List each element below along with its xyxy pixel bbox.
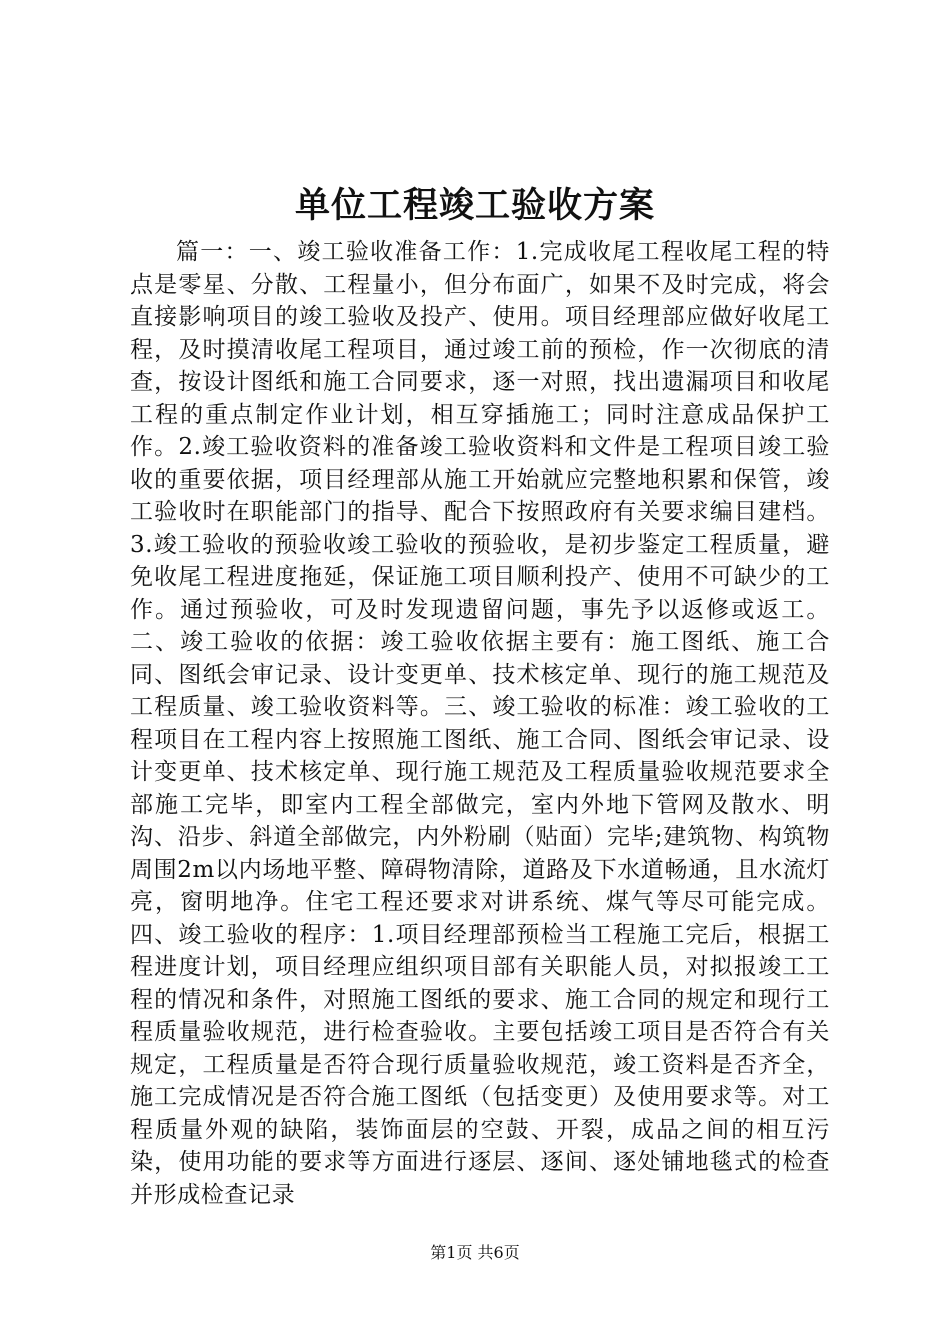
page-number-footer: 第1页 共6页 (430, 1243, 520, 1262)
document-title: 单位工程竣工验收方案 (294, 185, 655, 226)
document-body-paragraph: 篇一：一、竣工验收准备工作：1.完成收尾工程收尾工程的特点是零星、分散、工程量小，但分布面广，如果不及时完成，将会直接影响项目的竣工验收及投产、使用。项目经理部应做好收尾工程，及时摸清收尾工程项目，通过竣工前的预检，作一次彻底的清查，按设计图纸和施工合同要求，逐一对照，找出遗漏项目和收尾工程的重点制定作业计划，相互穿插施工；同时注意成品保护工作。2.竣工验收资料的准备竣工验收资料和文件是工程项目竣工验收的重要依据，项目经理部从施工开始就应完整地积累和保管，竣工验收时在职能部门的指导、配合下按照政府有关要求编目建档。3.竣工验收的预验收竣工验收的预验收，是初步鉴定工程质量，避免收尾工程进度拖延，保证施工项目顺利投产、使用不可缺少的工作。通过预验收，可及时发现遗留问题，事先予以返修或返工。二、竣工验收的依据：竣工验收依据主要有：施工图纸、施工合同、图纸会审记录、设计变更单、技术核定单、现行的施工规范及工程质量、竣工验收资料等。三、竣工验收的标准：竣工验收的工程项目在工程内容上按照施工图纸、施工合同、图纸会审记录、设计变更单、技术核定单、现行施工规范及工程质量验收规范要求全部施工完毕，即室内工程全部做完，室内外地下管网及散水、明沟、沿步、斜道全部做完，内外粉刷（贴面）完毕;建筑物、构筑物周围2m以内场地平整、障碍物清除，道路及下水道畅通，且水流灯亮，窗明地净。住宅工程还要求对讲系统、煤气等尽可能完成。四、竣工验收的程序：1.项目经理部预检当工程施工完后，根据工程进度计划，项目经理应组织项目部有关职能人员，对拟报竣工工程的情况和条件，对照施工图纸的要求、施工合同的规定和现行工程质量验收规范，进行检查验收。主要包括竣工项目是否符合有关规定，工程质量是否符合现行质量验收规范，竣工资料是否齐全，施工完成情况是否符合施工图纸（包括变更）及使用要求等。对工程质量外观的缺陷，装饰面层的空鼓、开裂，成品之间的相互污染，使用功能的要求等方面进行逐层、逐间、逐处铺地毯式的检查并形成检查记录 (130, 239, 830, 1208)
